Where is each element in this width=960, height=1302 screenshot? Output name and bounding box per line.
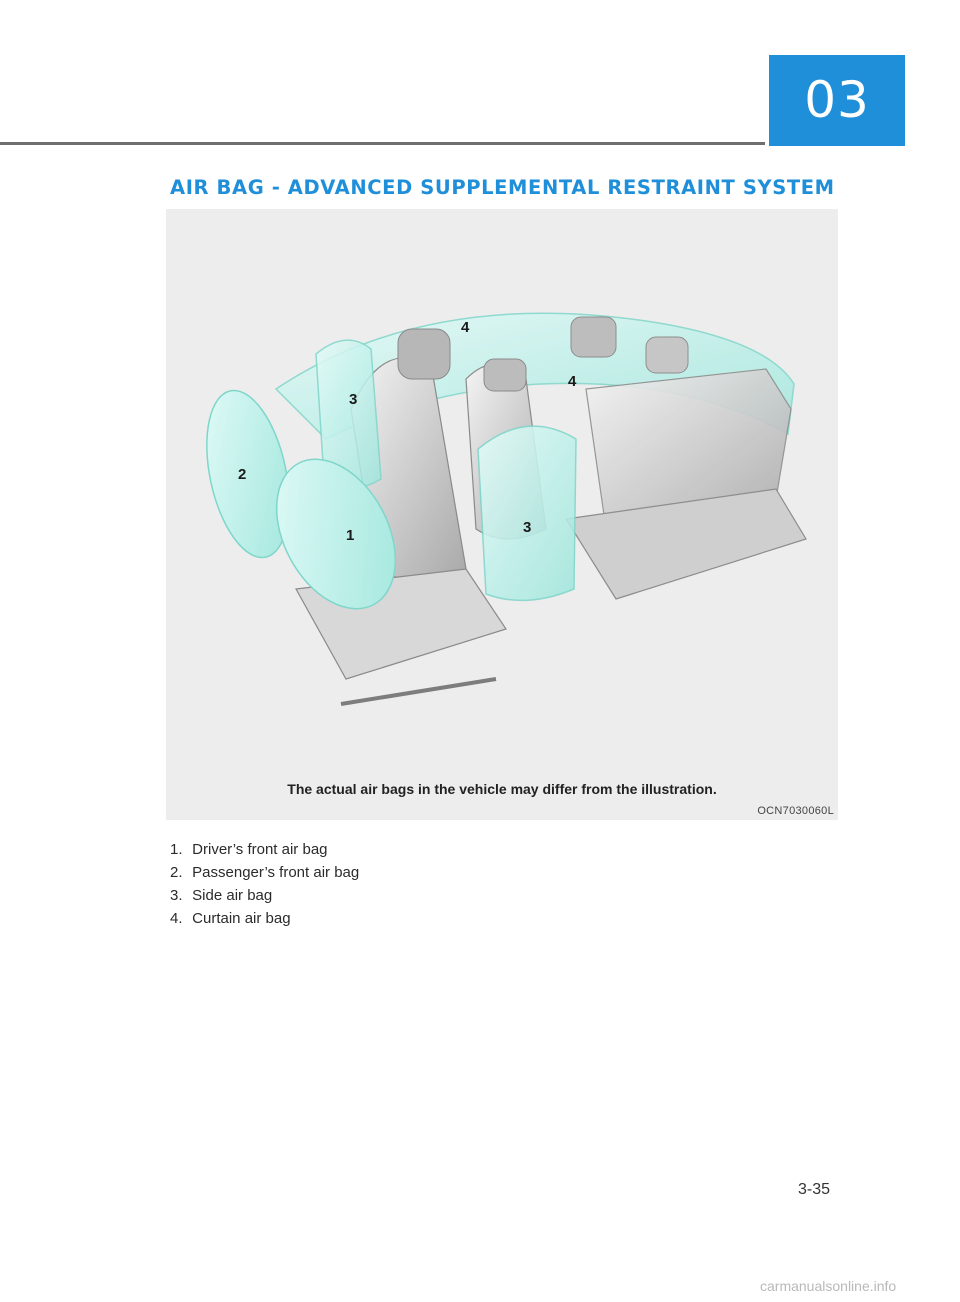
chapter-tab: 03 — [769, 55, 905, 146]
airbag-legend — [170, 838, 359, 930]
legend-item-text: Passenger’s front air bag — [192, 864, 360, 881]
legend-item-text: Driver’s front air bag — [192, 841, 328, 858]
rear-headrest-shape — [571, 317, 616, 357]
rear-seat-cushion-shape — [566, 489, 806, 599]
rear-headrest-2-shape — [646, 337, 688, 373]
legend-item-number: 4. — [170, 910, 183, 927]
watermark: carmanualsonline.info — [760, 1278, 897, 1294]
callout-3-rear: 3 — [523, 519, 532, 536]
page-number: 3-35 — [798, 1181, 831, 1198]
legend-item — [170, 838, 359, 861]
callout-2: 2 — [238, 466, 247, 483]
callout-4-top: 4 — [461, 319, 470, 336]
legend-item-number: 3. — [170, 887, 183, 904]
legend-item-text: Side air bag — [192, 887, 273, 904]
legend-item-number: 1. — [170, 841, 183, 858]
legend-item-text: Curtain air bag — [192, 910, 291, 927]
callout-1: 1 — [346, 527, 355, 544]
airbag-diagram — [166, 209, 838, 820]
callout-4-rear: 4 — [568, 373, 577, 390]
legend-item — [170, 884, 359, 907]
figure-caption: The actual air bags in the vehicle may differ from the illustration. — [287, 781, 717, 797]
legend-item — [170, 861, 359, 884]
callout-3-front: 3 — [349, 391, 358, 408]
seat-rail-shape — [341, 679, 496, 704]
side-airbag-front-shape — [478, 426, 576, 600]
driver-headrest-shape — [398, 329, 450, 379]
passenger-headrest-shape — [484, 359, 526, 391]
airbag-illustration — [166, 209, 838, 820]
header-rule — [0, 142, 765, 145]
figure-code: OCN7030060L — [757, 805, 834, 817]
section-title: AIR BAG - ADVANCED SUPPLEMENTAL RESTRAINT SYSTEM — [170, 176, 835, 199]
legend-item-number: 2. — [170, 864, 183, 881]
legend-item — [170, 907, 359, 930]
